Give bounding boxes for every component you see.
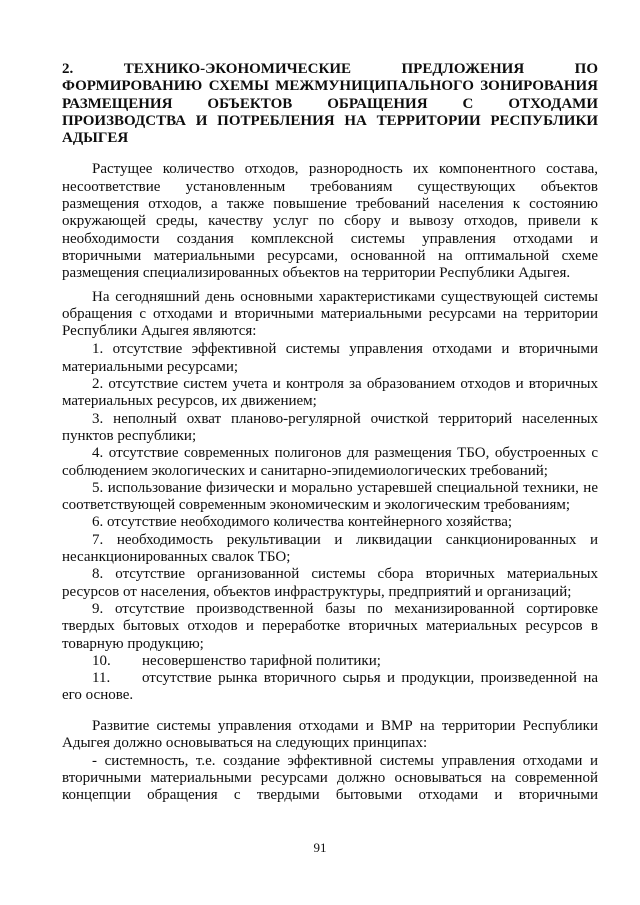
paragraph-line: Развитие системы управления отходами и ВМР на территории Республики xyxy=(92,718,598,735)
list-item xyxy=(62,566,598,601)
list-item-line: его основе. xyxy=(62,687,134,704)
list-item-line xyxy=(62,670,598,687)
list-item-line xyxy=(62,566,598,583)
list-item-line xyxy=(62,341,598,358)
list-item-line: несанкционированных свалок ТБО; xyxy=(62,549,291,566)
characteristics-intro-paragraph xyxy=(62,289,598,341)
list-item-text: использование физически и морально устаревшей специальной техники, не xyxy=(107,479,598,496)
list-item-text: отсутствие рынка вторичного сырья и продукции, произведенной на xyxy=(142,670,598,687)
heading-line xyxy=(62,61,598,78)
list-item xyxy=(62,411,598,446)
list-item-number: 3. xyxy=(92,410,104,427)
list-item xyxy=(62,514,598,531)
section-heading xyxy=(62,61,598,147)
list-item-text: отсутствие организованной системы сбора вторичных материальных xyxy=(115,566,598,583)
paragraph-line: вторичными материальными ресурсами, основанной на оптимальной схеме xyxy=(62,247,598,264)
list-item-text: неполный охват планово-регулярной очисткой территорий населенных xyxy=(113,410,599,427)
list-item-text: отсутствие необходимого количества контейнерного хозяйства; xyxy=(107,514,513,531)
paragraph-line: окружающей среды, качеству услуг по сбору и вывозу отходов, привели к xyxy=(62,213,598,230)
list-item-text: отсутствие производственной базы по механизированной сортировке xyxy=(114,600,599,617)
heading-line: ФОРМИРОВАНИЮ СХЕМЫ МЕЖМУНИЦИПАЛЬНОГО ЗОНИРОВАНИЯ xyxy=(62,78,598,95)
list-item-line: твердых бытовых отходов и переработке вторичных материальных ресурсов в xyxy=(62,618,598,635)
list-item-text: отсутствие эффективной системы управления отходами и вторичными xyxy=(112,341,598,358)
paragraph-line: размещения специализированных объектов на территории Республики Адыгея. xyxy=(62,265,571,282)
list-item-number: 6. xyxy=(92,514,104,531)
list-item-text: отсутствие систем учета и контроля за образованием отходов и вторичных xyxy=(108,376,599,393)
list-item-number: 11. xyxy=(92,670,111,687)
principle-item xyxy=(62,753,598,805)
list-item-text: необходимость рекультивации и ликвидации санкционированных и xyxy=(116,531,598,548)
list-item-number: 9. xyxy=(92,600,104,617)
list-item-line: товарную продукцию; xyxy=(62,635,204,652)
list-item xyxy=(62,601,598,653)
list-item-number: 1. xyxy=(92,341,104,358)
list-item xyxy=(62,480,598,515)
document-page xyxy=(62,61,598,805)
list-item xyxy=(62,532,598,567)
heading-text: ТЕХНИКО-ЭКОНОМИЧЕСКИЕ ПРЕДЛОЖЕНИЯ ПО xyxy=(123,61,598,77)
principles-intro-paragraph xyxy=(62,718,598,753)
paragraph-line: обращения с отходами и вторичными материальными ресурсами на территории xyxy=(62,305,598,322)
list-item xyxy=(62,445,598,480)
list-item-line: пунктов республики; xyxy=(62,427,197,444)
list-item-number: 2. xyxy=(92,376,104,393)
paragraph-line: концепции обращения с твердыми бытовыми отходами и вторичными xyxy=(62,787,598,804)
paragraph-line: Растущее количество отходов, разнородность их компонентного состава, xyxy=(92,161,598,178)
list-item-text: отсутствие современных полигонов для размещения ТБО, обустроенных с xyxy=(108,445,598,462)
list-item xyxy=(62,376,598,411)
list-item-line: соответствующей современным экономическим и экологическим требованиям; xyxy=(62,497,571,514)
list-item xyxy=(62,653,598,670)
list-item-number: 8. xyxy=(92,566,104,583)
paragraph-line: несоответствие установленным требованиям существующих объектов xyxy=(62,178,598,195)
list-item-number: 5. xyxy=(92,479,104,496)
list-item-line xyxy=(62,601,598,618)
list-item-text: несовершенство тарифной политики; xyxy=(142,652,381,669)
list-item-line: материальных ресурсов, их движением; xyxy=(62,393,317,410)
list-item-line xyxy=(62,445,598,462)
list-item-line: соблюдением экологических и санитарно-эпидемиологических требований; xyxy=(62,462,548,479)
paragraph-line: Республики Адыгея являются: xyxy=(62,323,257,340)
heading-line: АДЫГЕЯ xyxy=(62,130,129,147)
heading-line: РАЗМЕЩЕНИЯ ОБЪЕКТОВ ОБРАЩЕНИЯ С ОТХОДАМИ xyxy=(62,95,598,112)
list-item xyxy=(62,670,598,705)
list-item-line xyxy=(62,532,598,549)
paragraph-line: вторичными материальными ресурсами должно основываться на современной xyxy=(62,770,598,787)
paragraph-line: - системность, т.е. создание эффективной системы управления отходами и xyxy=(92,752,598,769)
section-number: 2. xyxy=(62,61,74,77)
characteristics-list xyxy=(62,341,598,704)
list-item-line xyxy=(62,480,598,497)
heading-line: ПРОИЗВОДСТВА И ПОТРЕБЛЕНИЯ НА ТЕРРИТОРИИ РЕСПУБЛИКИ xyxy=(62,112,598,129)
list-item-line xyxy=(62,376,598,393)
list-item-line xyxy=(62,514,598,531)
list-item xyxy=(62,341,598,376)
page-number: 91 xyxy=(313,840,327,855)
paragraph-line: Адыгея должно основываться на следующих принципах: xyxy=(62,735,428,752)
list-item-line xyxy=(62,653,598,670)
paragraph-line: размещения отходов, а также повышение требований населения к состоянию xyxy=(62,196,598,213)
list-item-line: ресурсов от населения, объектов инфраструктуры, предприятий и организаций; xyxy=(62,583,572,600)
list-item-number: 4. xyxy=(92,445,104,462)
intro-paragraph xyxy=(62,161,598,282)
list-item-number: 10. xyxy=(92,652,111,669)
list-item-line: материальными ресурсами; xyxy=(62,358,239,375)
list-item-number: 7. xyxy=(92,531,104,548)
list-item-line xyxy=(62,411,598,428)
paragraph-line: На сегодняшний день основными характеристиками существующей системы xyxy=(92,288,598,305)
paragraph-line: необходимости создания комплексной системы управления отходами и xyxy=(62,230,598,247)
